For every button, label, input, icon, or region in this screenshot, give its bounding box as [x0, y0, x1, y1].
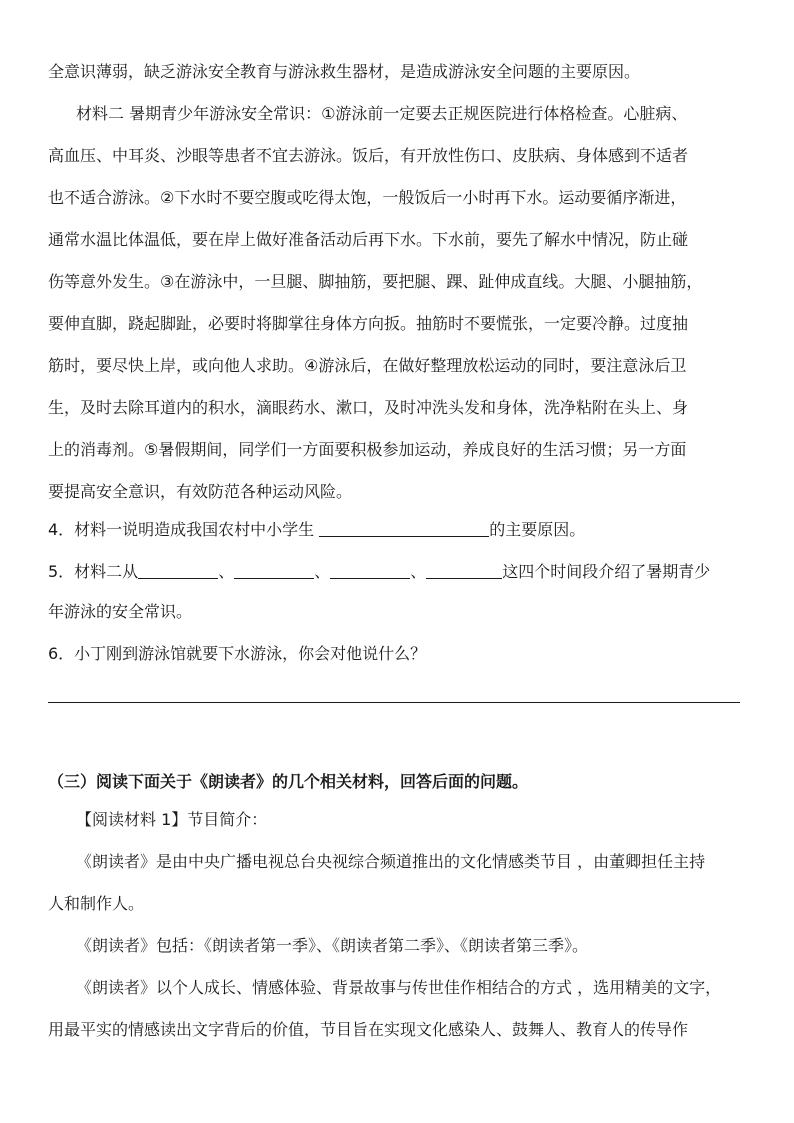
answer-blank[interactable] [234, 562, 314, 579]
section-heading: （三）阅读下面关于《朗读者》的几个相关材料，回答后面的问题。 [48, 772, 529, 791]
text-line: 用最平实的情感读出文字背后的价值，节目旨在实现文化感染人、鼓舞人、教育人的传导作 [48, 1020, 689, 1039]
material-label: 【阅读材料 1】节目简介： [76, 810, 268, 829]
question-4-prefix: 4．材料一说明造成我国农村中小学生 [48, 520, 315, 539]
text-line: 筋时，要尽快上岸，或向他人求助。④游泳后，在做好整理放松运动的同时，要注意泳后卫 [48, 356, 687, 375]
question-4-suffix: 的主要原因。 [489, 520, 586, 539]
text-line: 材料二 暑期青少年游泳安全常识：①游泳前一定要去正规医院进行体格检查。心脏病、 [76, 104, 688, 123]
text-line: 人和制作人。 [48, 894, 145, 913]
text-line: 也不适合游泳。②下水时不要空腹或吃得太饱，一般饭后一小时再下水。运动要循序渐进， [48, 188, 687, 207]
answer-blank[interactable] [426, 562, 502, 579]
text-line: 生，及时去除耳道内的积水，滴眼药水、漱口，及时冲洗头发和身体，洗净粘附在头上、身 [48, 398, 689, 417]
question-6: 6．小丁刚到游泳馆就要下水游泳，你会对他说什么？ [48, 644, 427, 663]
answer-blank[interactable] [138, 562, 218, 579]
text-line: 《朗读者》是由中央广播电视总台央视综合频道推出的文化情感类节目 ，由董卿担任主持 [76, 852, 706, 871]
text-line: 高血压、中耳炎、沙眼等患者不宜去游泳。饭后，有开放性伤口、皮肤病、身体感到不适者 [48, 146, 689, 165]
separator: 、 [410, 562, 427, 581]
answer-line[interactable] [48, 702, 740, 703]
question-5-continued: 年游泳的安全常识。 [48, 602, 193, 621]
question-5-prefix: 5．材料二从 [48, 562, 139, 581]
text-line: 上的消毒剂。⑤暑假期间，同学们一方面要积极参加运动，养成良好的生活习惯；另一方面 [48, 440, 687, 459]
text-line: 全意识薄弱，缺乏游泳安全教育与游泳救生器材，是造成游泳安全问题的主要原因。 [48, 62, 641, 81]
separator: 、 [314, 562, 331, 581]
text-line: 通常水温比体温低，要在岸上做好准备活动后再下水。下水前，要先了解水中情况，防止碰 [48, 230, 689, 249]
text-line: 《朗读者》包括：《朗读者第一季》、《朗读者第二季》、《朗读者第三季》。 [76, 936, 589, 955]
answer-blank[interactable] [319, 520, 489, 537]
text-line: 伤等意外发生。③在游泳中，一旦腿、脚抽筋，要把腿、踝、趾伸成直线。大腿、小腿抽筋， [48, 272, 703, 291]
text-line: 要伸直脚，跷起脚趾，必要时将脚掌往身体方向扳。抽筋时不要慌张，一定要冷静。过度抽 [48, 314, 689, 333]
answer-blank[interactable] [330, 562, 410, 579]
question-5 [48, 562, 710, 582]
question-4 [48, 520, 585, 540]
question-5-suffix: 这四个时间段介绍了暑期青少 [502, 562, 711, 581]
text-line: 要提高安全意识，有效防范各种运动风险。 [48, 482, 353, 501]
separator: 、 [218, 562, 235, 581]
text-line: 《朗读者》以个人成长、情感体验、背景故事与传世佳作相结合的方式 ，选用精美的文字， [76, 978, 722, 997]
